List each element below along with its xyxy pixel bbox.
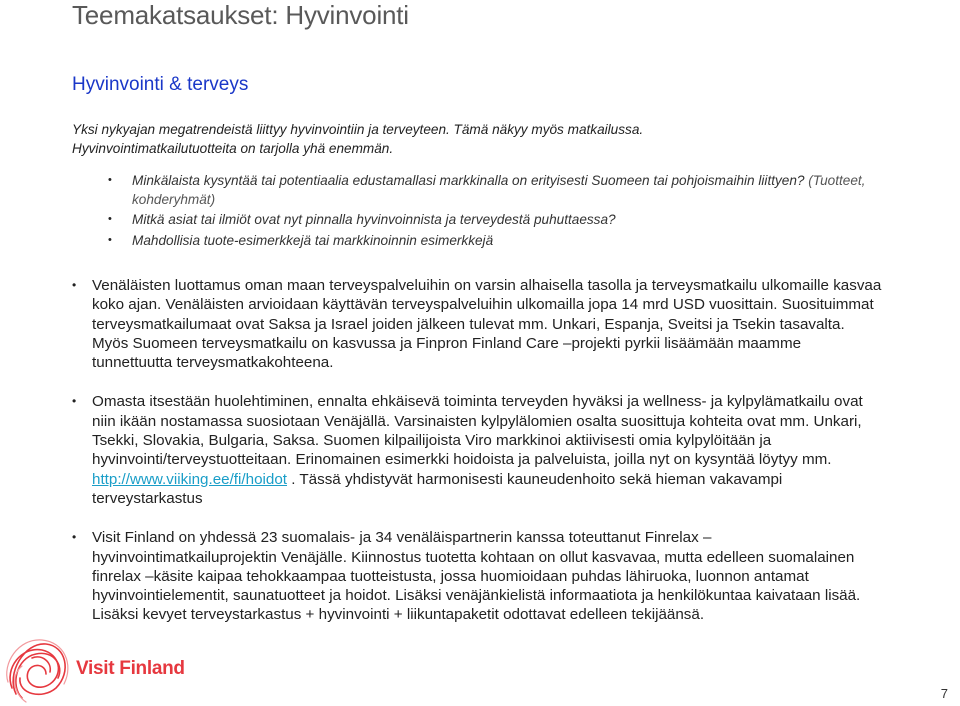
logo-text: Visit Finland [76, 658, 185, 679]
visit-finland-logo [2, 628, 202, 706]
paragraph-finrelax [72, 528, 882, 624]
intro-line-1: Yksi nykyajan megatrendeistä liittyy hyvinvointiin ja terveyteen. Tämä näkyy myös matkailussa. [72, 122, 644, 137]
question-item [108, 210, 888, 229]
intro-line-2: Hyvinvointimatkailutuotteita on tarjolla yhä enemmän. [72, 141, 394, 156]
question-item [108, 171, 888, 209]
viiking-link[interactable]: http://www.viiking.ee/fi/hoidot [92, 470, 288, 488]
slide-title: Teemakatsaukset: Hyvinvointi [72, 0, 409, 30]
visit-finland-swirl-logo-icon [2, 628, 78, 706]
paragraph-text: Omasta itsestään huolehtiminen, ennalta ehkäisevä toiminta terveyden hyväksi ja wellness- ja kylpylämatkailu ovat niin ikään nostamassa suosiotaan Venäjällä. Varsinaisten kylpylälomien osalta suosittuja kohteita ovat mm. Unkari, Tsekki, Slovakia, Bulgaria, Saksa. Suomen kilpailijoista Viro markkinoi aktiivisesti omia kylpylöitään ja hyvinvointi/terveystuotteitaan. Erinomainen esimerkki hoidoista ja palveluista, joilla nyt on kysyntää löytyy mm. [92, 393, 863, 469]
paragraph-text: Visit Finland on yhdessä 23 suomalais- ja 34 venäläispartnerin kanssa toteuttanut Finrelax – hyvinvointimatkailuprojektin Venäjälle. Kiinnostus tuotetta kohtaan on ollut kasvavaa, mutta edelleen suomalainen finrelax –käsite kaipaa tehokkaampaa tuotteistusta, jossa huomioidaan puhdas lähiruoka, luonnon antamat hyvinvointielementit, saunatuotteet ja hoidot. Lisäksi venäjänkielistä informaatiota ja henkilökuntaa kaivataan lisää. Lisäksi kevyet terveystarkastus + hyvinvointi + liikuntapaketit odottavat edelleen tekijäänsä. [92, 529, 861, 624]
question-text: Mitkä asiat tai ilmiöt ovat nyt pinnalla hyvinvoinnista ja terveydestä puhuttaessa? [132, 212, 616, 227]
question-note: (Tuotteet, kohderyhmät) [132, 173, 866, 207]
paragraph-text: Venäläisten luottamus oman maan terveyspalveluihin on varsin alhaisella tasolla ja terveysmatkailu ulkomaille kasvaa koko ajan. Venäläisten arvioidaan käyttävän terveyspalveluihin ulkomailla jopa 14 mrd USD vuosittain. Suosituimmat terveysmatkailumaat ovat Saksa ja Israel joiden jälkeen tulevat mm. Unkari, Espanja, Sveitsi ja Tsekin tasavalta. Myös Suomeen terveysmatkailu on kasvussa ja Finpron Finland Care –projekti pyrkii lisäämään maamme tunnettuutta terveysmatkakohteena. [92, 277, 882, 372]
paragraph-text: . Tässä yhdistyvät harmonisesti kauneudenhoito sekä hieman vakavampi terveystarkastus [92, 470, 783, 507]
question-text: Minkälaista kysyntää tai potentiaalia edustamallasi markkinalla on erityisesti Suomeen tai pohjoismaihin liittyen? [132, 173, 805, 188]
paragraph-russian-health-travel [72, 276, 882, 372]
question-item [108, 231, 888, 250]
paragraph-wellness-spa [72, 392, 882, 508]
page-number: 7 [940, 686, 948, 701]
main-paragraph-list [72, 276, 882, 625]
section-heading: Hyvinvointi & terveys [72, 74, 249, 95]
question-text: Mahdollisia tuote-esimerkkejä tai markkinoinnin esimerkkejä [132, 233, 494, 248]
question-list [108, 171, 888, 251]
intro-text [72, 120, 872, 158]
